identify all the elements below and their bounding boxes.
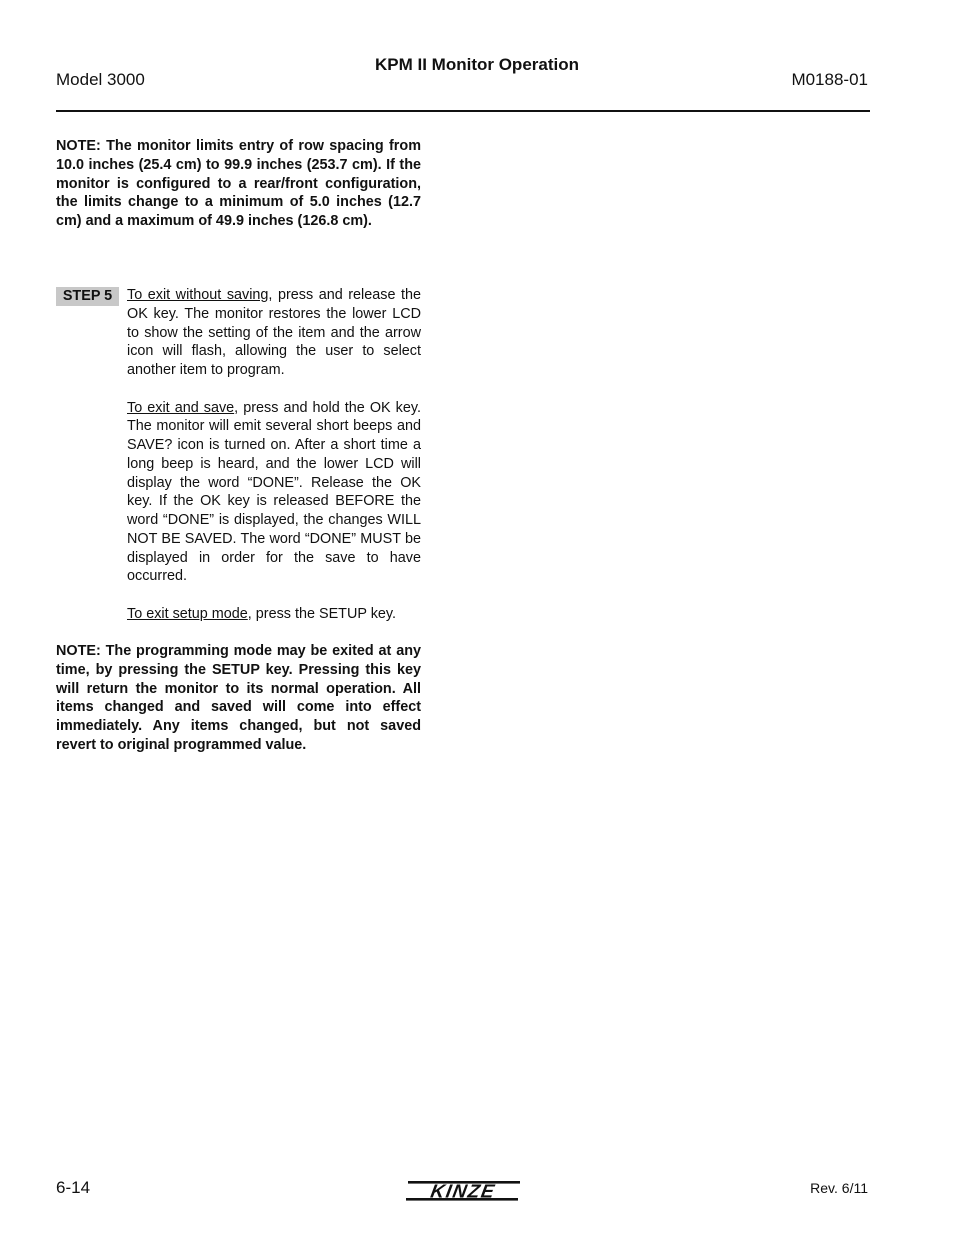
step-lead-exit-without-saving: To exit without saving <box>127 287 269 303</box>
page-title: KPM II Monitor Operation <box>375 55 579 74</box>
step-paragraph-exit-setup: To exit setup mode, press the SETUP key. <box>127 605 397 622</box>
revision-date: Rev. 6/11 <box>810 1180 868 1196</box>
step-paragraph-exit-and-save: To exit and save, press and hold the OK key. The monitor will emit several short beeps and SAVE? icon is turned on. After a short time a long beep is heard, and the lower LCD will display the word “DONE”. Release the OK key. If the OK key is released BEFORE the word “DONE” is displayed, the changes WILL NOT BE SAVED. The word “DONE” MUST be displayed in order for the save to have occurred. <box>127 399 421 585</box>
header-model: Model 3000 <box>56 70 145 89</box>
step-lead-exit-and-save: To exit and save <box>127 399 235 416</box>
kinze-logo <box>404 1175 524 1205</box>
page-number: 6-14 <box>56 1178 91 1197</box>
header-divider <box>56 110 870 112</box>
step-body <box>127 286 421 642</box>
step-badge: STEP 5 <box>56 287 119 306</box>
step-paragraph-exit-without-saving: To exit without saving, press and release the OK key. The monitor restores the lower LCD to show the setting of the item and the arrow icon will flash, allowing the user to select another item to program. <box>127 287 421 378</box>
note-programming-mode-exit: NOTE: The programming mode may be exited at any time, by pressing the SETUP key. Pressing this key will return the monitor to its normal operation. All items changed and saved will come into effect immediately. Any items changed, but not saved revert to original programmed value. <box>56 643 421 753</box>
note-row-spacing-limits: NOTE: The monitor limits entry of row spacing from 10.0 inches (25.4 cm) to 99.9 inches (253.7 cm). If the monitor is configured to a rear/front configuration, the limits change to a minimum of 5.0 inches (12.7 cm) and a maximum of 49.9 inches (126.8 cm). <box>56 138 421 229</box>
step-lead-exit-setup: To exit setup mode <box>127 605 248 622</box>
header-document-number: M0188-01 <box>791 70 868 89</box>
svg-text:KINZE: KINZE <box>428 1181 498 1203</box>
